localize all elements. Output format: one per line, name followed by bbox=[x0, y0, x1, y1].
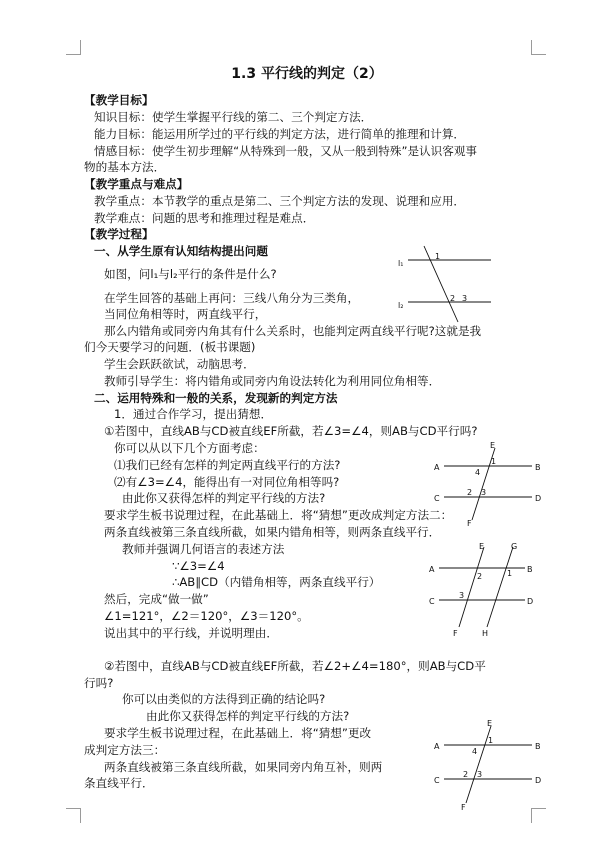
label-b: B bbox=[535, 742, 541, 751]
part1-line5: 们今天要学习的问题．(板书课题) bbox=[84, 340, 256, 354]
angle-label-1: 1 bbox=[488, 736, 494, 745]
part2-method2-statement: 两条直线被第三条直线所截，如果内错角相等，则两条直线平行． bbox=[104, 525, 441, 539]
label-c: C bbox=[434, 776, 440, 785]
angle-label-1: 1 bbox=[491, 457, 497, 466]
crop-mark-top-left bbox=[66, 40, 81, 55]
part2-question2: ②若图中，直线AB与CD被直线EF所截，若∠2+∠4=180°，则AB与CD平 bbox=[104, 659, 486, 673]
label-a: A bbox=[434, 742, 440, 751]
line-gh bbox=[487, 547, 513, 627]
part2-because: ∵∠3=∠4 bbox=[172, 559, 225, 573]
angle-label-3: 3 bbox=[459, 591, 465, 600]
part2-language-note: 教师并强调几何语言的表述方法 bbox=[122, 542, 285, 556]
angle-label-4: 4 bbox=[472, 747, 478, 756]
part1-line6: 学生会跃跃欲试，动脑思考． bbox=[104, 357, 255, 371]
keypoints-header: 【教学重点与难点】 bbox=[84, 177, 189, 191]
angle-label-1: 1 bbox=[435, 252, 441, 261]
label-e: E bbox=[487, 719, 493, 728]
line-ef bbox=[459, 547, 484, 627]
part2-similar: 你可以由类似的方法得到正确的结论吗? bbox=[122, 692, 326, 706]
part2-consider: 你可以从以下几个方面考虑： bbox=[114, 441, 265, 455]
angle-label-2: 2 bbox=[467, 488, 473, 497]
angle-label-3: 3 bbox=[462, 294, 468, 303]
keypoint-text: 教学重点：本节教学的重点是第二、三个判定方法的发现、说理和应用． bbox=[94, 194, 466, 208]
label-c: C bbox=[429, 597, 435, 606]
line-transversal bbox=[424, 246, 458, 322]
label-g: G bbox=[511, 542, 518, 551]
goal-emotion-line1: 情感目标：使学生初步理解“从特殊到一般，又从一般到特殊”是认识客观事 bbox=[94, 144, 478, 158]
process-header: 【教学过程】 bbox=[84, 227, 154, 241]
part1-line4: 那么内错角或同旁内角其有什么关系时，也能判定两直线平行呢?这就是我 bbox=[104, 324, 482, 338]
label-d: D bbox=[535, 776, 542, 785]
part2-explain: 说出其中的平行线，并说明理由． bbox=[104, 626, 278, 640]
part2-consider-1: ⑴我们已经有怎样的判定两直线平行的方法? bbox=[114, 458, 341, 472]
part2-method-question: 由此你又获得怎样的判定平行线的方法? bbox=[122, 491, 326, 505]
part2-method3-question: 由此你又获得怎样的判定平行线的方法? bbox=[146, 709, 350, 723]
part1-followup: 在学生回答的基础上再问：三线八角分为三类角， bbox=[104, 291, 360, 305]
part2-method3-label: 成判定方法三： bbox=[84, 743, 166, 757]
label-h: H bbox=[482, 629, 489, 638]
part1-heading: 一、从学生原有认知结构提出问题 bbox=[94, 244, 268, 258]
page-title: 1.3 平行线的判定（2） bbox=[231, 66, 383, 82]
label-c: C bbox=[434, 494, 440, 503]
label-b: B bbox=[535, 463, 541, 472]
part2-consider-2: ⑵有∠3=∠4，能得出有一对同位角相等吗? bbox=[114, 475, 340, 489]
angle-label-3: 3 bbox=[481, 488, 487, 497]
part2-angles: ∠1=121°，∠2＝120°，∠3＝120°。 bbox=[104, 609, 309, 623]
goal-ability: 能力目标：能运用所学过的平行线的判定方法，进行简单的推理和计算． bbox=[94, 127, 466, 141]
part1-line7: 教师引导学生：将内错角或同旁内角设法转化为利用同位角相等． bbox=[104, 374, 441, 388]
part2-question1: ①若图中，直线AB与CD被直线EF所截，若∠3=∠4，则AB与CD平行吗? bbox=[104, 424, 478, 438]
angle-label-2: 2 bbox=[450, 294, 456, 303]
label-l1: l₁ bbox=[398, 259, 404, 268]
label-l2: l₂ bbox=[398, 301, 404, 310]
part2-step1: 1．通过合作学习，提出猜想． bbox=[114, 407, 273, 421]
label-f: F bbox=[453, 629, 458, 638]
label-b: B bbox=[527, 565, 533, 574]
label-e: E bbox=[490, 441, 496, 450]
part2-method3-intro: 要求学生板书说理过程，在此基础上．将“猜想”更改 bbox=[104, 726, 372, 740]
part1-question: 如图，问l₁与l₂平行的条件是什么? bbox=[104, 267, 277, 281]
part2-therefore: ∴AB∥CD（内错角相等，两条直线平行） bbox=[172, 575, 381, 589]
part2-heading: 二、运用特殊和一般的关系，发现新的判定方法 bbox=[94, 391, 338, 405]
figure-two-transversals bbox=[427, 541, 539, 639]
label-f: F bbox=[467, 519, 472, 528]
angle-label-2: 2 bbox=[477, 572, 483, 581]
figure-parallel-lines-l1-l2 bbox=[396, 244, 506, 326]
goal-emotion-line2: 物的基本方法． bbox=[84, 160, 166, 174]
angle-label-4: 4 bbox=[475, 468, 481, 477]
figure-abcd-ef-same-side bbox=[432, 717, 544, 811]
angle-label-2: 2 bbox=[463, 770, 469, 779]
label-e: E bbox=[479, 542, 485, 551]
label-d: D bbox=[527, 597, 534, 606]
goal-knowledge: 知识目标：使学生掌握平行线的第二、三个判定方法． bbox=[94, 110, 373, 124]
part2-method2-intro: 要求学生板书说理过程，在此基础上．将“猜想”更改成判定方法二： bbox=[104, 508, 453, 522]
label-d: D bbox=[535, 494, 542, 503]
part1-line3: 当同位角相等时，两直线平行， bbox=[104, 307, 267, 321]
part2-method3-statement: 两条直线被第三条直线所截，如果同旁内角互补，则两 bbox=[104, 760, 383, 774]
part2-question2-cont: 行吗? bbox=[84, 676, 114, 690]
part2-do-it: 然后，完成“做一做” bbox=[104, 592, 209, 606]
angle-label-3: 3 bbox=[477, 770, 483, 779]
label-f: F bbox=[461, 803, 466, 812]
label-a: A bbox=[434, 463, 440, 472]
difficulty-text: 教学难点：问题的思考和推理过程是难点． bbox=[94, 211, 315, 225]
goals-header: 【教学目标】 bbox=[84, 93, 154, 107]
angle-label-1: 1 bbox=[507, 569, 513, 578]
label-a: A bbox=[429, 565, 435, 574]
figure-abcd-ef-alternate bbox=[432, 440, 544, 526]
crop-mark-bottom-left bbox=[66, 808, 81, 823]
crop-mark-top-right bbox=[531, 40, 546, 55]
part2-method3-statement-cont: 条直线平行． bbox=[84, 776, 154, 790]
